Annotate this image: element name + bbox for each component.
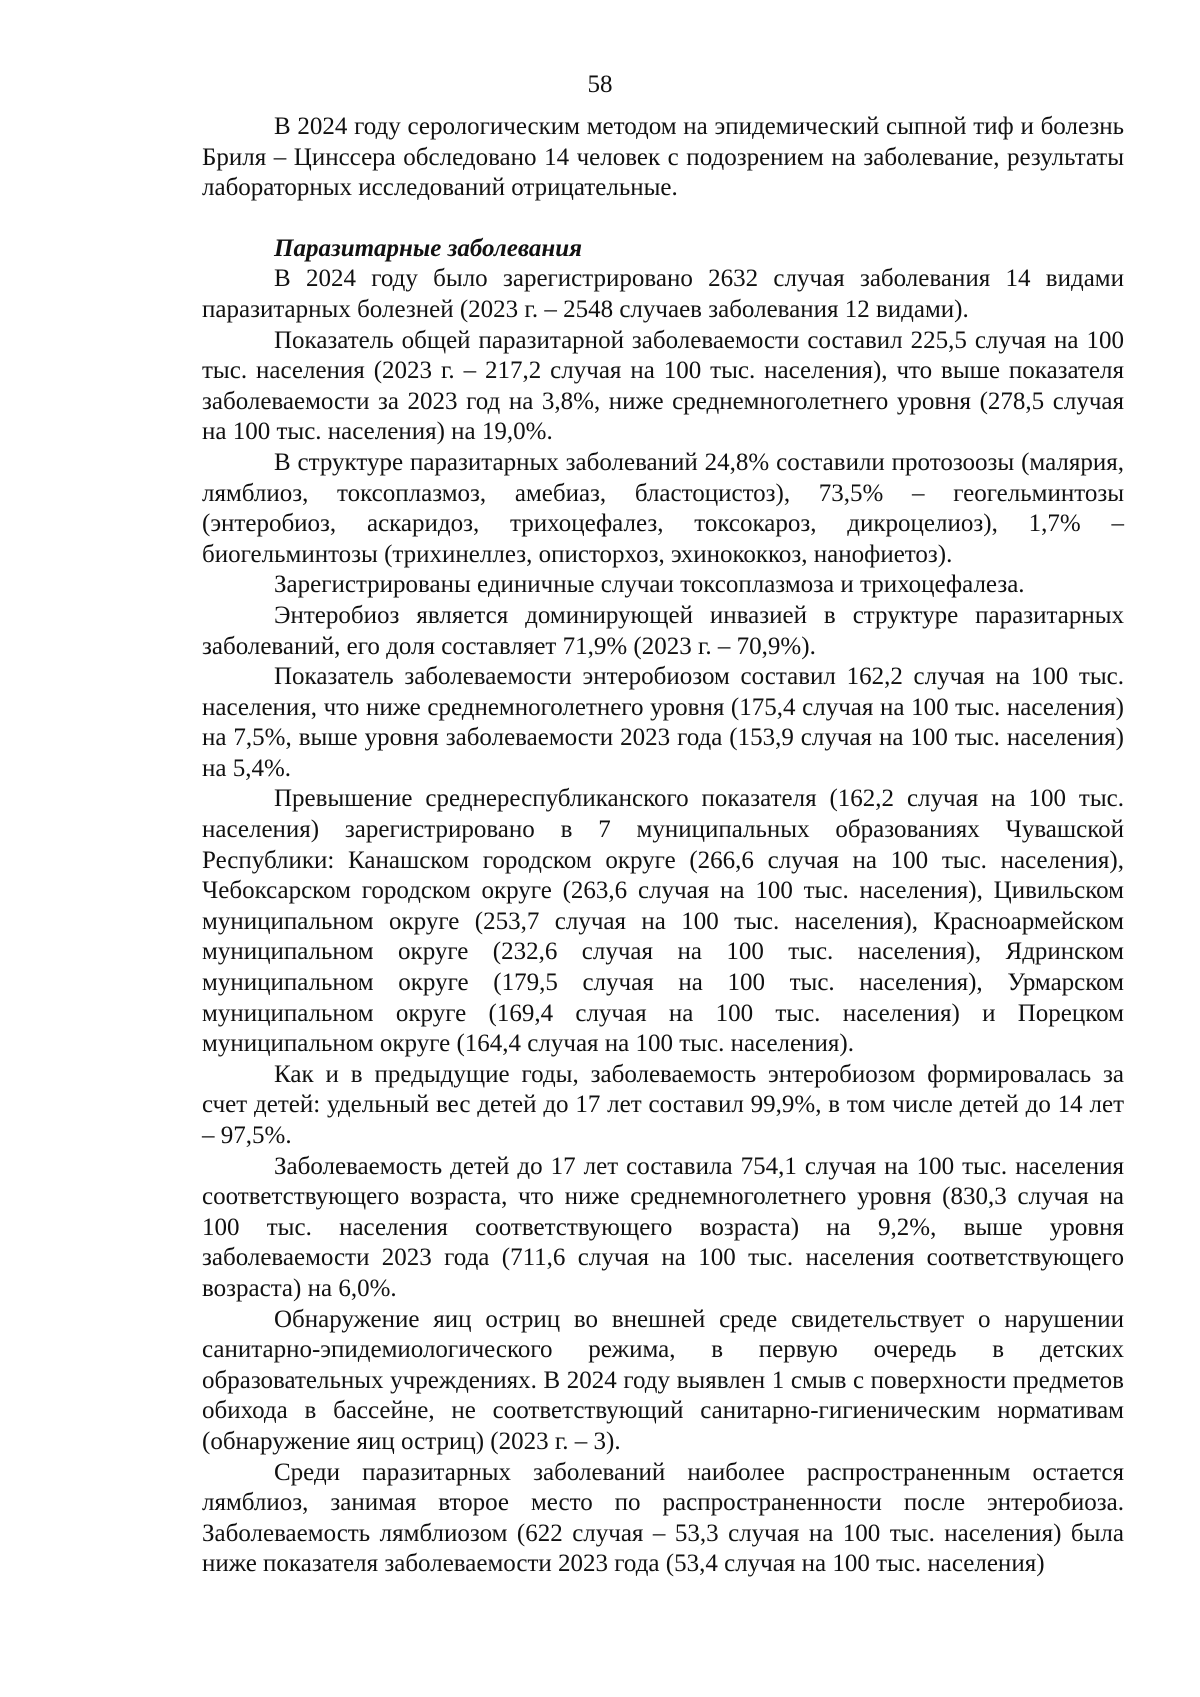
paragraph: Превышение среднереспубликанского показателя (162,2 случая на 100 тыс. населения) зарегистрировано в 7 муниципальных образованиях Чувашской Республики: Канашском городском округе (266,6 случая на 100 тыс. населения), Чебоксарском городском округе (263,6 случая на 100 тыс. населения), Цивильском муниципальном округе (253,7 случая на 100 тыс. населения), Красноармейском муниципальном округе (232,6 случая на 100 тыс. населения), Ядринском муниципальном округе (179,5 случая на 100 тыс. населения), Урмарском муниципальном округе (169,4 случая на 100 тыс. населения) и Порецком муниципальном округе (164,4 случая на 100 тыс. населения). (202, 785, 1124, 1058)
paragraph: Обнаружение яиц остриц во внешней среде свидетельствует о нарушении санитарно-эпидемиологического режима, в первую очередь в детских образовательных учреждениях. В 2024 году выявлен 1 смыв с поверхности предметов обихода в бассейне, не соответствующий санитарно-гигиеническим нормативам (обнаружение яиц остриц) (2023 г. – 3). (202, 1305, 1124, 1455)
page-number: 58 (587, 71, 613, 98)
paragraph: Заболеваемость детей до 17 лет составила 754,1 случая на 100 тыс. населения соответствующего возраста, что ниже среднемноголетнего уровня (830,3 случая на 100 тыс. населения соответствующего возраста) на 9,2%, выше уровня заболеваемости 2023 года (711,6 случая на 100 тыс. населения соответствующего возраста) на 6,0%. (202, 1152, 1124, 1302)
paragraph: Зарегистрированы единичные случаи токсоплазмоза и трихоцефалеза. (274, 571, 1025, 599)
paragraph: Энтеробиоз является доминирующей инвазией в структуре паразитарных заболеваний, его доля составляет 71,9% (2023 г. – 70,9%). (202, 601, 1124, 660)
section-heading: Паразитарные заболевания (274, 234, 582, 262)
intro-paragraph: В 2024 году серологическим методом на эпидемический сыпной тиф и болезнь Бриля – Цинссера обследовано 14 человек с подозрением на заболевание, результаты лабораторных исследований отрицательные. (202, 113, 1124, 202)
document-body (202, 112, 1124, 1580)
paragraph: Показатель заболеваемости энтеробиозом составил 162,2 случая на 100 тыс. населения, что ниже среднемноголетнего уровня (175,4 случая на 100 тыс. населения) на 7,5%, выше уровня заболеваемости 2023 года (153,9 случая на 100 тыс. населения) на 5,4%. (202, 663, 1124, 782)
paragraph: Среди паразитарных заболеваний наиболее распространенным остается лямблиоз, занимая второе место по распространенности после энтеробиоза. Заболеваемость лямблиозом (622 случая – 53,3 случая на 100 тыс. населения) была ниже показателя заболеваемости 2023 года (53,4 случая на 100 тыс. населения) (202, 1458, 1124, 1578)
paragraph: В 2024 году было зарегистрировано 2632 случая заболевания 14 видами паразитарных болезней (2023 г. – 2548 случаев заболевания 12 видами). (202, 265, 1124, 323)
paragraph: В структуре паразитарных заболеваний 24,8% составили протозоозы (малярия, лямблиоз, токсоплазмоз, амебиаз, бластоцистоз), 73,5% – геогельминтозы (энтеробиоз, аскаридоз, трихоцефалез, токсокароз, дикроцелиоз), 1,7% – биогельминтозы (трихинеллез, описторхоз, эхинококкоз, нанофиетоз). (202, 448, 1124, 568)
paragraph: Показатель общей паразитарной заболеваемости составил 225,5 случая на 100 тыс. населения (2023 г. – 217,2 случая на 100 тыс. населения), что выше показателя заболеваемости за 2023 год на 3,8%, ниже среднемноголетнего уровня (278,5 случая на 100 тыс. населения) на 19,0%. (202, 326, 1124, 446)
paragraph: Как и в предыдущие годы, заболеваемость энтеробиозом формировалась за счет детей: удельный вес детей до 17 лет составил 99,9%, в том числе детей до 14 лет – 97,5%. (202, 1060, 1124, 1149)
